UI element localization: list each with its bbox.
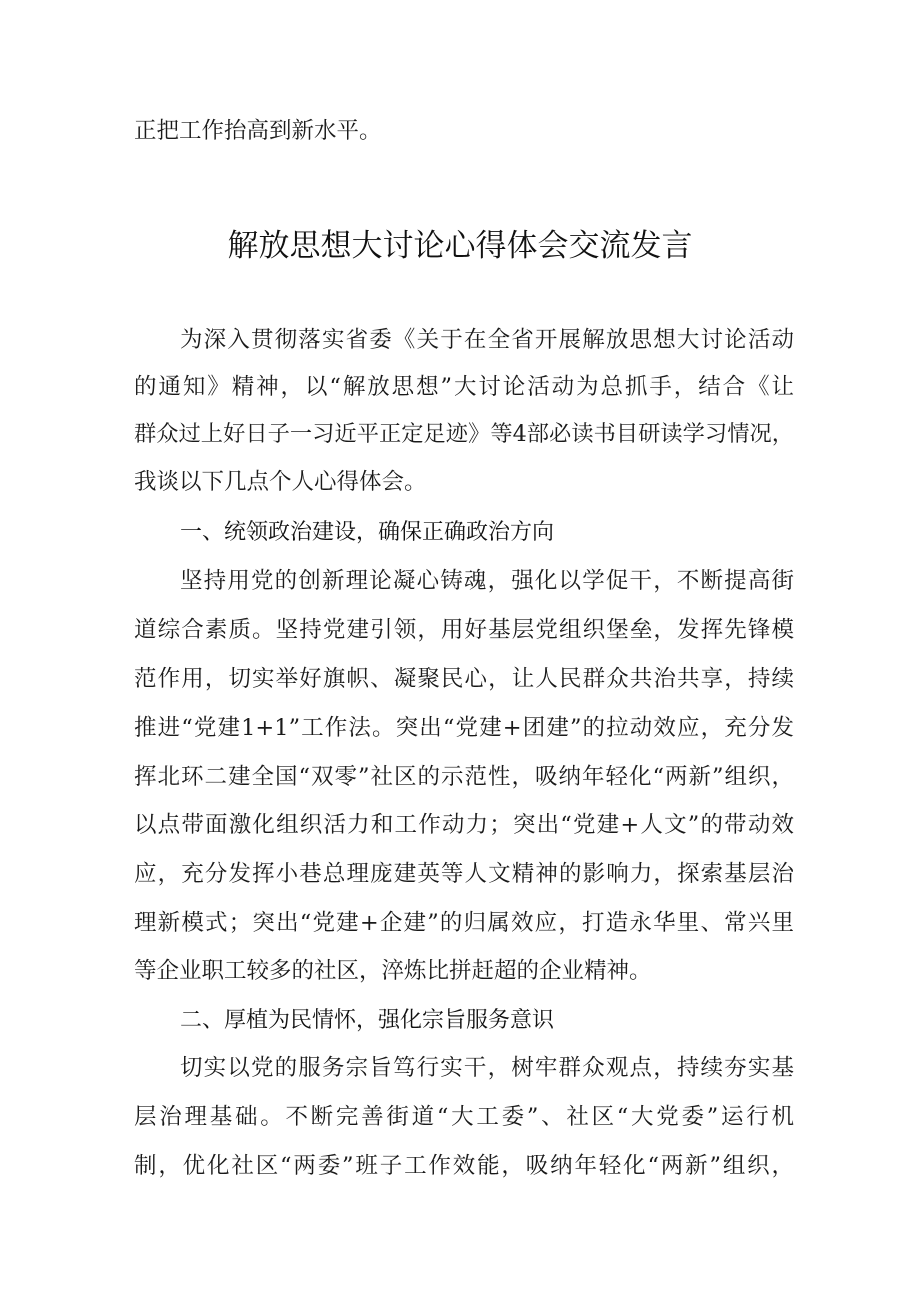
body-line: 道综合素质。坚持党建引领，用好基层党组织堡垒，发挥先锋模 xyxy=(134,617,794,643)
body-line: 层治理基础。不断完善街道“大工委”、社区“大党委”运行机 xyxy=(134,1104,794,1130)
body-line: 制，优化社区“两委”班子工作效能，吸纳年轻化“两新”组织， xyxy=(134,1153,794,1179)
body-line: 理新模式；突出“党建+企建”的归属效应，打造永华里、常兴里 xyxy=(134,910,794,936)
body-line: 以点带面激化组织活力和工作动力；突出“党建+人文”的带动效 xyxy=(134,812,794,838)
section-heading: 二、厚植为民情怀，强化宗旨服务意识 xyxy=(180,1008,555,1033)
section-heading: 一、统领政治建设，确保正确政治方向 xyxy=(180,520,555,545)
continuation-line: 正把工作抬高到新水平。 xyxy=(134,118,382,144)
intro-line: 为深入贯彻落实省委《关于在全省开展解放思想大讨论活动 xyxy=(180,327,794,353)
document-title: 解放思想大讨论心得体会交流发言 xyxy=(227,228,693,264)
body-line: 应，充分发挥小巷总理庞建英等人文精神的影响力，探索基层治 xyxy=(134,861,794,887)
body-line: 等企业职工较多的社区，淬炼比拼赶超的企业精神。 xyxy=(134,958,652,984)
body-line: 推进“党建1+1”工作法。突出“党建+团建”的拉动效应，充分发 xyxy=(134,715,794,741)
body-line: 坚持用党的创新理论凝心铸魂，强化以学促干，不断提高街 xyxy=(180,568,794,594)
body-line: 范作用，切实举好旗帜、凝聚民心，让人民群众共治共享，持续 xyxy=(134,666,794,692)
intro-line: 群众过上好日子一习近平正定足迹》等4部必读书目研读学习情况， xyxy=(134,421,794,447)
intro-line: 的通知》精神，以“解放思想”大讨论活动为总抓手，结合《让 xyxy=(134,374,794,400)
intro-line: 我谈以下几点个人心得体会。 xyxy=(134,469,427,495)
body-line: 切实以党的服务宗旨笃行实干，树牢群众观点，持续夯实基 xyxy=(180,1055,794,1081)
body-line: 挥北环二建全国“双零”社区的示范性，吸纳年轻化“两新”组织， xyxy=(134,764,794,790)
